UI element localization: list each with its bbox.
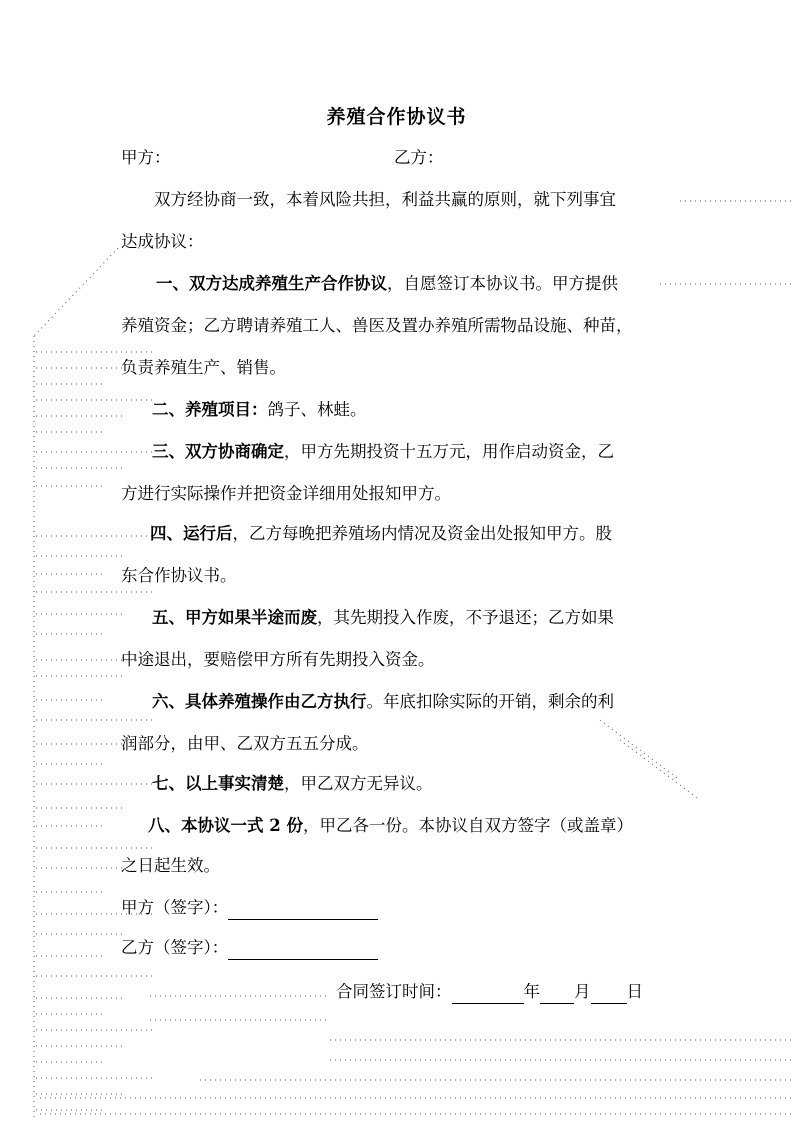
signature-a-label: 甲方（签字）： bbox=[121, 898, 229, 917]
year-label: 年 bbox=[523, 982, 540, 1001]
signing-date-label: 合同签订时间： bbox=[336, 982, 452, 1001]
clause-1-line-3: 负责养殖生产、销售。 bbox=[121, 358, 286, 377]
clause-4-line-2: 东合作协议书。 bbox=[121, 566, 237, 585]
signing-date-row bbox=[336, 980, 643, 1004]
clause-6-heading: 六、具体养殖操作由乙方执行 bbox=[152, 692, 367, 711]
clause-3-line-2: 方进行实际操作并把资金详细用处报知甲方。 bbox=[121, 484, 451, 503]
clause-5-line-2: 中途退出，要赔偿甲方所有先期投入资金。 bbox=[121, 650, 435, 669]
intro-line-1: 双方经协商一致，本着风险共担，利益共赢的原则，就下列事宜 bbox=[154, 190, 616, 209]
clause-6-line-1 bbox=[152, 690, 614, 714]
clause-5-text: ，其先期投入作废，不予退还；乙方如果 bbox=[317, 608, 614, 627]
clause-8-text: ，甲乙各一份。本协议自双方签字（或盖章） bbox=[302, 816, 633, 835]
clause-1-line-2: 养殖资金；乙方聘请养殖工人、兽医及置办养殖所需物品设施、种苗， bbox=[121, 316, 633, 335]
clause-8-line-2: 之日起生效。 bbox=[121, 856, 220, 875]
clause-7-heading: 七、以上事实清楚 bbox=[152, 774, 284, 793]
day-label: 日 bbox=[626, 982, 643, 1001]
clause-2-text: 鸽子、林蛙。 bbox=[267, 400, 367, 419]
party-a-label: 甲方： bbox=[121, 148, 171, 167]
clause-1-line-1 bbox=[156, 272, 618, 296]
intro-line-2: 达成协议： bbox=[121, 232, 204, 251]
clause-2-line-1 bbox=[152, 398, 367, 422]
year-field[interactable] bbox=[452, 985, 524, 1004]
clause-8-heading: 八、本协议一式 2 份 bbox=[148, 816, 303, 835]
month-field[interactable] bbox=[540, 985, 574, 1004]
signature-b-label: 乙方（签字）： bbox=[121, 938, 229, 957]
signature-b-field[interactable] bbox=[228, 941, 378, 960]
clause-7-line-1 bbox=[152, 772, 433, 796]
signature-b-row bbox=[121, 936, 378, 960]
signature-a-field[interactable] bbox=[228, 901, 378, 920]
clause-5-heading: 五、甲方如果半途而废 bbox=[152, 608, 317, 627]
clause-3-line-1 bbox=[152, 440, 614, 464]
clause-8-line-1 bbox=[148, 814, 633, 838]
party-b-label: 乙方： bbox=[394, 148, 444, 167]
clause-1-text: ，自愿签订本协议书。甲方提供 bbox=[387, 274, 618, 293]
day-field[interactable] bbox=[591, 985, 627, 1004]
clause-4-line-1 bbox=[150, 522, 612, 546]
clause-3-heading: 三、双方协商确定 bbox=[152, 442, 284, 461]
clause-5-line-1 bbox=[152, 606, 614, 630]
month-label: 月 bbox=[574, 982, 591, 1001]
signature-a-row bbox=[121, 896, 378, 920]
clause-6-line-2: 润部分，由甲、乙双方五五分成。 bbox=[121, 734, 369, 753]
clause-1-heading: 一、双方达成养殖生产合作协议 bbox=[156, 274, 387, 293]
document-title: 养殖合作协议书 bbox=[326, 106, 467, 128]
clause-7-text: ，甲乙双方无异议。 bbox=[284, 774, 433, 793]
clause-4-text: ，乙方每晚把养殖场内情况及资金出处报知甲方。股 bbox=[232, 524, 612, 543]
clause-4-heading: 四、运行后 bbox=[150, 524, 233, 543]
clause-3-text: ，甲方先期投资十五万元，用作启动资金，乙 bbox=[284, 442, 614, 461]
clause-6-text: 。年底扣除实际的开销，剩余的利 bbox=[366, 692, 614, 711]
clause-2-heading: 二、养殖项目： bbox=[152, 400, 268, 419]
